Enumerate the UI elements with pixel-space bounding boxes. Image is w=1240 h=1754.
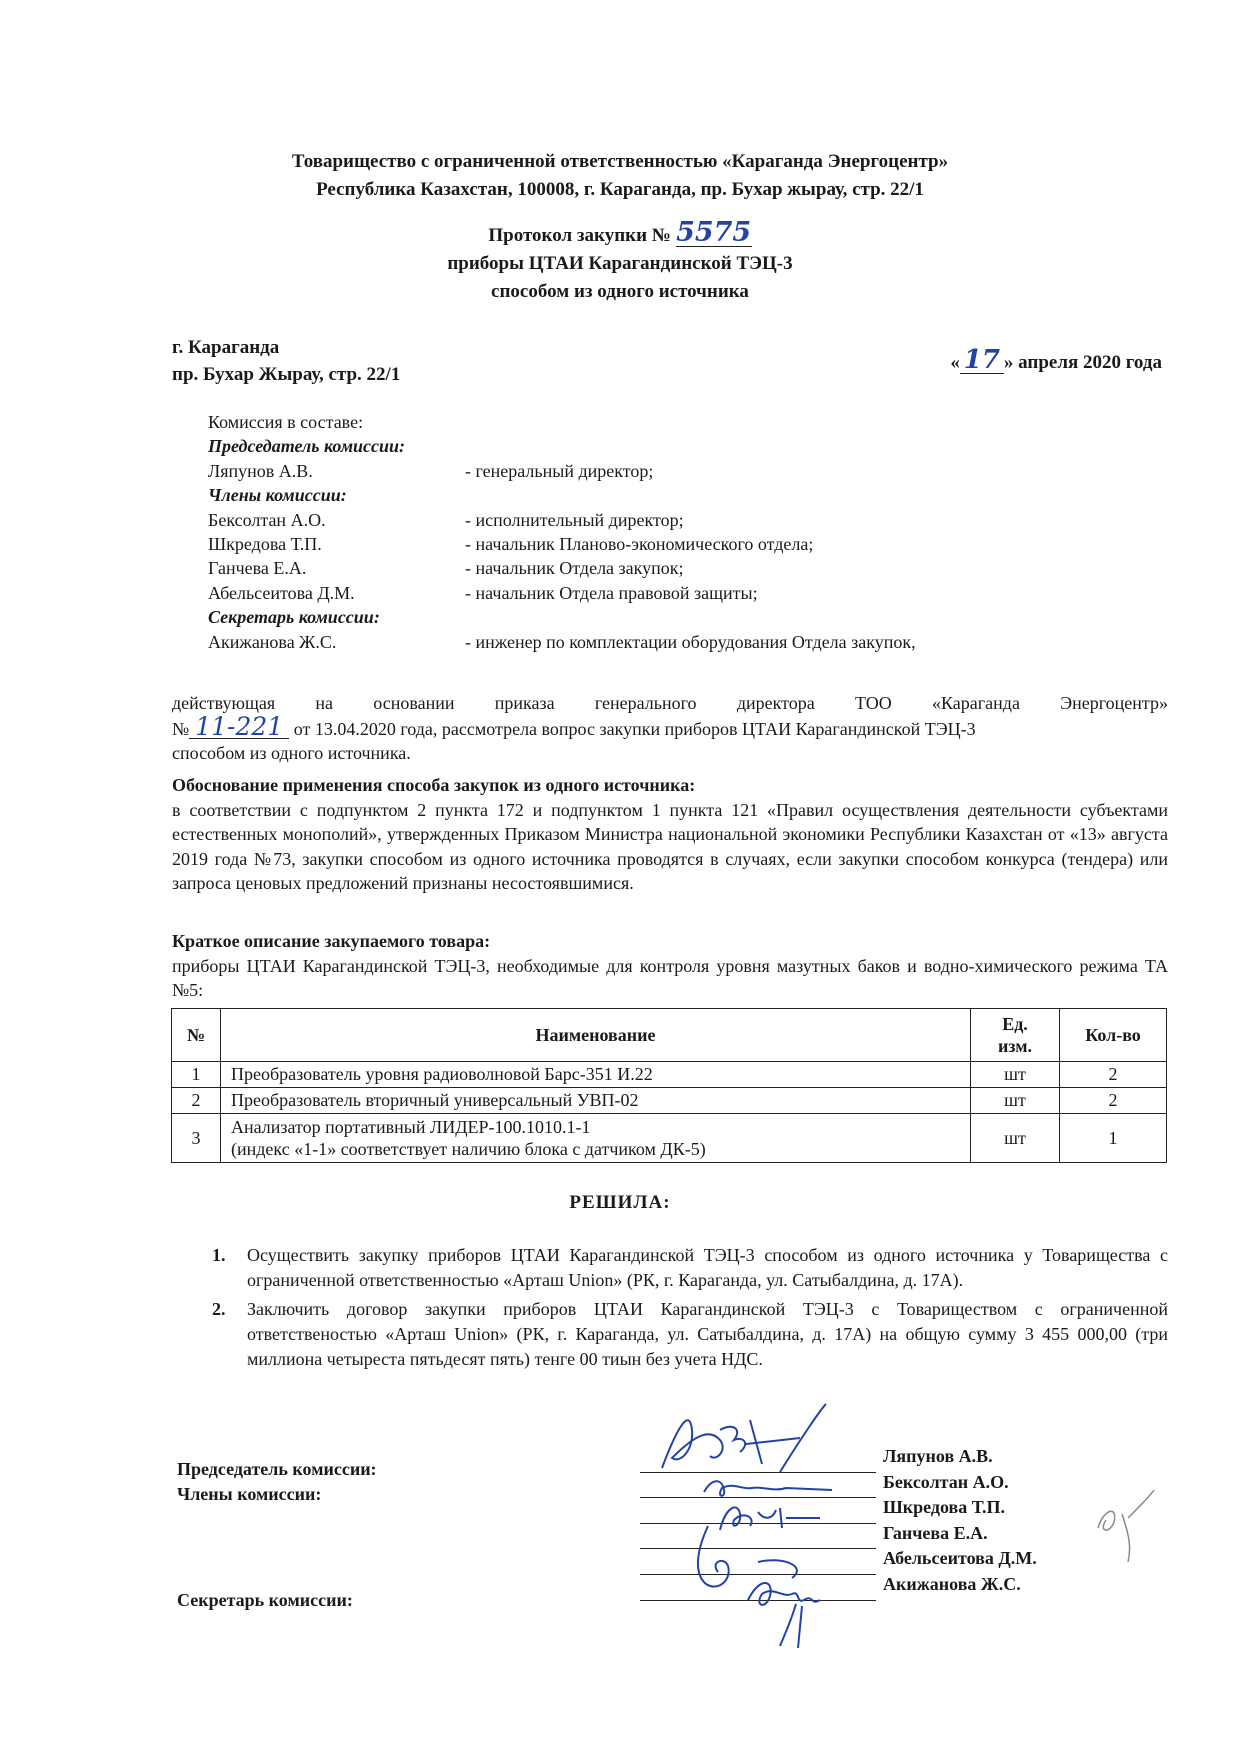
members-signature-label: Члены комиссии: — [177, 1484, 322, 1504]
description-section — [172, 929, 1168, 1003]
protocol-heading — [0, 217, 1240, 306]
decision-number: 2. — [212, 1299, 226, 1319]
description-heading: Краткое описание закупаемого товара: — [172, 931, 491, 951]
commission-row — [208, 581, 916, 605]
protocol-method: способом из одного источника — [491, 281, 749, 302]
row-num: 1 — [172, 1062, 221, 1088]
date-open-quote: « — [950, 352, 960, 373]
member-role: - генеральный директор; — [465, 460, 654, 481]
items-table — [171, 1008, 1167, 1163]
commission-row — [208, 508, 916, 532]
signatory-name: Абельсеитова Д.М. — [883, 1548, 1037, 1568]
decision-item — [212, 1243, 1168, 1293]
signatory-name: Бексолтан А.О. — [883, 1471, 1009, 1492]
table-row — [172, 1114, 1167, 1163]
justification-heading: Обоснование применения способа закупок из одного источника: — [172, 775, 696, 795]
row-qty: 2 — [1060, 1062, 1167, 1088]
decision-list — [212, 1243, 1168, 1376]
commission-row — [208, 459, 916, 483]
col-qty-header: Кол-во — [1060, 1009, 1167, 1062]
acting-line2 — [172, 711, 1168, 742]
commission-intro: Комиссия в составе: — [208, 412, 364, 432]
signatory-name: Шкредова Т.П. — [883, 1497, 1005, 1517]
acting-basis-paragraph — [172, 691, 1168, 766]
place-city: г. Караганда — [172, 337, 280, 358]
member-name: Абельсеитова Д.М. — [208, 582, 355, 603]
col-name-header: Наименование — [221, 1009, 971, 1062]
member-role: - исполнительный директор; — [465, 509, 684, 530]
date-day-handwritten: 17 — [960, 347, 1004, 374]
row-num: 2 — [172, 1088, 221, 1114]
col-unit-header-line1: Ед. — [1002, 1014, 1028, 1034]
member-name: Ляпунов А.В. — [208, 460, 313, 481]
member-name: Бексолтан А.О. — [208, 509, 326, 530]
commission-list — [208, 410, 916, 654]
member-name: Шкредова Т.П. — [208, 534, 322, 555]
justification-text: в соответствии с подпунктом 2 пункта 172 и подпунктом 1 пункта 121 «Правил осуществления деятельности субъектами естественных монополий», утвержденных Приказом Министра национальной экономики Республики Казахстан от «13» августа 2019 года №73, закупки способом из одного источника проводятся в случаях, если закупки способом конкурса (тендера) или запроса ценовых предложений признаны несостоявшимися. — [172, 799, 1168, 893]
row-qty: 2 — [1060, 1088, 1167, 1114]
signature-names — [883, 1444, 1037, 1597]
chair-label: Председатель комиссии: — [208, 436, 406, 457]
justification-section — [172, 773, 1168, 896]
protocol-title-prefix: Протокол закупки № — [488, 225, 671, 246]
org-address: Республика Казахстан, 100008, г. Караганда, пр. Бухар жырау, стр. 22/1 — [316, 179, 924, 200]
member-role: - инженер по комплектации оборудования Отдела закупок, — [465, 631, 916, 652]
decision-item — [212, 1297, 1168, 1372]
table-row — [172, 1088, 1167, 1114]
row-num: 3 — [172, 1114, 221, 1163]
decision-text: Заключить договор закупки приборов ЦТАИ Карагандинской ТЭЦ-3 с Товариществом с ограниченной ответственостью «Арташ Union» (РК, г. Караганда, ул. Сатыбалдина, д. 17А) на общую сумму 3 455 000,00 (три миллиона четыреста пятьдесят пять) тенге 00 тиын без учета НДС. — [247, 1299, 1168, 1369]
place-block — [172, 334, 400, 388]
signatory-name: Акижанова Ж.С. — [883, 1573, 1021, 1594]
org-name: Товарищество с ограниченной ответственностью «Караганда Энергоцентр» — [291, 151, 949, 172]
member-role: - начальник Отдела правовой защиты; — [465, 582, 758, 603]
row-name-line2: (индекс «1-1» соответствует наличию блока с датчиком ДК-5) — [231, 1139, 706, 1159]
description-text: приборы ЦТАИ Карагандинской ТЭЦ-3, необходимые для контроля уровня мазутных баков и водно-химического режима ТА №5: — [172, 955, 1168, 1000]
acting-line2-text: от 13.04.2020 года, рассмотрела вопрос закупки приборов ЦТАИ Карагандинской ТЭЦ-3 — [289, 718, 976, 739]
chair-signature-label: Председатель комиссии: — [177, 1459, 377, 1479]
row-unit: шт — [971, 1062, 1060, 1088]
member-role: - начальник Планово-экономического отдела; — [465, 534, 814, 555]
col-num-header: № — [172, 1009, 221, 1062]
resolution-heading: РЕШИЛА: — [569, 1192, 671, 1213]
row-name-line1: Анализатор портативный ЛИДЕР-100.1010.1-1 — [231, 1117, 591, 1137]
secretary-label: Секретарь комиссии: — [208, 607, 380, 628]
place-address: пр. Бухар Жырау, стр. 22/1 — [172, 364, 401, 385]
row-name: Преобразователь вторичный универсальный УВП-02 — [221, 1088, 971, 1114]
acting-line1: действующая на основании приказа генерального директора ТОО «Караганда Энергоцентр» — [172, 693, 1168, 713]
organization-header — [0, 148, 1240, 204]
row-name: Преобразователь уровня радиоволновой Барс-351 И.22 — [221, 1062, 971, 1088]
handwritten-signature — [740, 1570, 850, 1650]
row-name — [221, 1114, 971, 1163]
protocol-subject: приборы ЦТАИ Карагандинской ТЭЦ-3 — [447, 253, 793, 274]
row-unit: шт — [971, 1088, 1060, 1114]
col-unit-header — [971, 1009, 1060, 1062]
decision-number: 1. — [212, 1245, 226, 1265]
protocol-title — [0, 217, 1240, 250]
member-role: - начальник Отдела закупок; — [465, 558, 684, 579]
commission-row — [208, 630, 916, 654]
member-name: Ганчева Е.А. — [208, 558, 307, 579]
protocol-number-handwritten: 5575 — [676, 217, 752, 248]
order-number-handwritten: 11-221 — [189, 716, 289, 739]
acting-line3: способом из одного источника. — [172, 743, 411, 763]
commission-row — [208, 532, 916, 556]
protocol-date — [950, 347, 1162, 374]
handwritten-initials — [1088, 1488, 1158, 1568]
col-unit-header-line2: изм. — [997, 1036, 1033, 1056]
signatory-name: Ляпунов А.В. — [883, 1446, 993, 1466]
signatory-name: Ганчева Е.А. — [883, 1522, 988, 1543]
signature-labels — [177, 1457, 377, 1507]
row-unit: шт — [971, 1114, 1060, 1163]
date-rest: » апреля 2020 года — [1003, 352, 1162, 373]
secretary-signature-label: Секретарь комиссии: — [177, 1590, 353, 1610]
handwritten-signature — [650, 1400, 870, 1480]
table-row — [172, 1062, 1167, 1088]
order-prefix: № — [172, 718, 190, 739]
decision-text: Осуществить закупку приборов ЦТАИ Карагандинской ТЭЦ-3 способом из одного источника у Товарищества с ограниченной ответственностью «Арташ Union» (РК, г. Караганда, ул. Сатыбалдина, д. 17А). — [247, 1245, 1168, 1290]
table-header-row — [172, 1009, 1167, 1062]
commission-row — [208, 556, 916, 580]
member-name: Акижанова Ж.С. — [208, 631, 337, 652]
row-qty: 1 — [1060, 1114, 1167, 1163]
members-label: Члены комиссии: — [208, 485, 347, 506]
